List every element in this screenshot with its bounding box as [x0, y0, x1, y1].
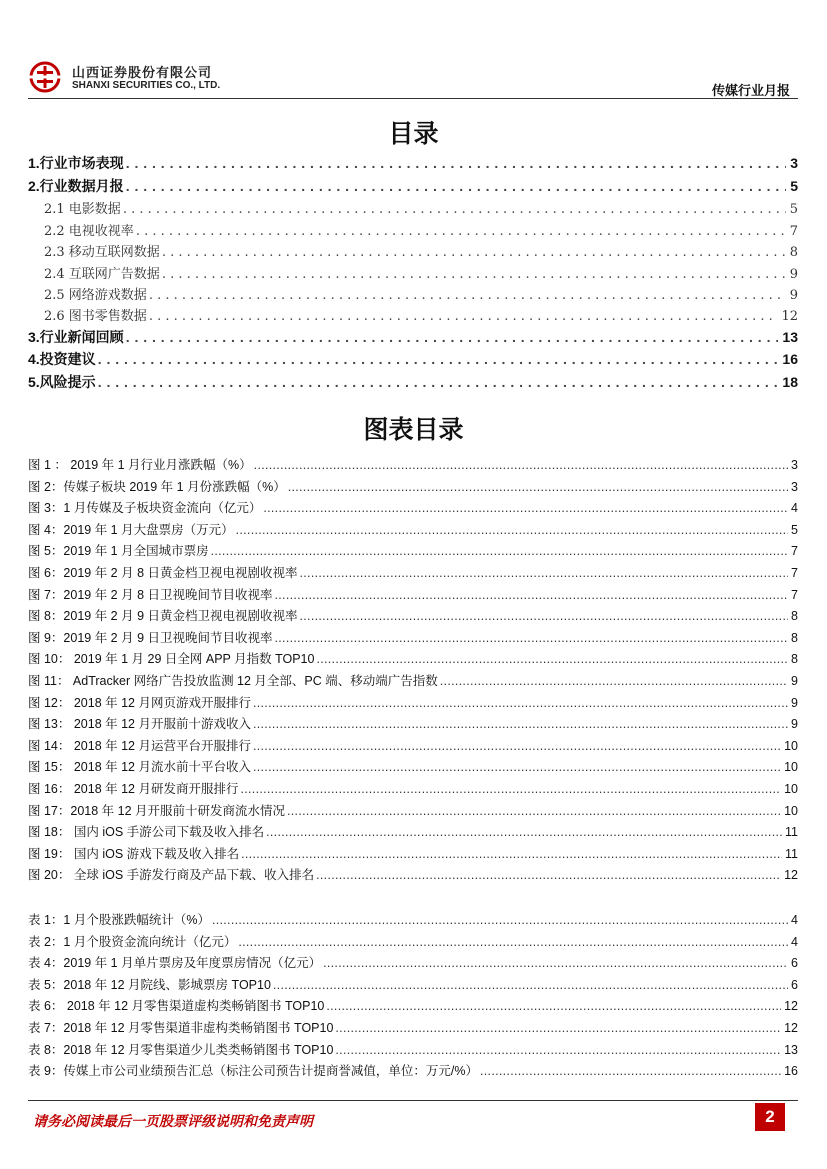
figure-entry-label: 图 14： 2018 年 12 月运营平台开服排行 — [28, 738, 251, 753]
table-entry-label: 表 6： 2018 年 12 月零售渠道虚构类畅销图书 TOP10 — [28, 999, 325, 1014]
leader-dots — [211, 544, 788, 558]
figure-entry-page: 3 — [791, 458, 798, 472]
figure-entry-label: 图 16： 2018 年 12 月研发商开服排行 — [28, 781, 239, 796]
footer-divider — [28, 1100, 798, 1101]
toc-entry[interactable] — [28, 153, 798, 176]
header-divider — [28, 98, 798, 99]
table-of-contents — [28, 153, 798, 395]
leader-dots — [240, 782, 781, 796]
figure-entry-label: 图 20： 全球 iOS 手游发行商及产品下载、收入排名 — [28, 868, 315, 883]
leader-dots — [275, 631, 789, 645]
figure-entry[interactable] — [28, 757, 798, 779]
figure-entry[interactable] — [28, 779, 798, 801]
leader-dots — [480, 1064, 781, 1078]
leader-dots — [98, 374, 779, 390]
leader-dots — [162, 267, 786, 282]
figure-entry-label: 图 11： AdTracker 网络广告投放监测 12 月全部、PC 端、移动端广告指数 — [28, 673, 438, 688]
toc-entry[interactable] — [28, 372, 798, 395]
toc-entry-label: 2.行业数据月报 — [28, 177, 124, 194]
toc-entry[interactable] — [28, 284, 798, 305]
table-entry-label: 表 8：2018 年 12 月零售渠道少儿类类畅销图书 TOP10 — [28, 1042, 334, 1057]
toc-entry-page: 16 — [782, 351, 798, 368]
toc-entry-label: 1.行业市场表现 — [28, 155, 124, 171]
leader-dots — [149, 288, 786, 303]
table-entry-page: 16 — [784, 1064, 798, 1079]
leader-dots — [300, 609, 789, 623]
table-entry-page: 6 — [791, 977, 798, 992]
toc-entry-label: 2.3 移动互联网数据 — [44, 245, 160, 261]
leader-dots — [288, 480, 788, 494]
leader-dots — [238, 935, 788, 949]
leader-dots — [253, 696, 788, 710]
company-name-en: SHANXI SECURITIES CO., LTD. — [72, 80, 221, 91]
figure-entry-page: 9 — [791, 717, 798, 732]
leader-dots — [275, 588, 789, 602]
table-entry-label: 表 4：2019 年 1 月单片票房及年度票房情况（亿元） — [28, 956, 322, 971]
toc-entry-page: 13 — [782, 328, 798, 345]
toc-entry[interactable] — [28, 305, 798, 326]
leader-dots — [440, 674, 788, 688]
leader-dots — [98, 351, 779, 367]
leader-dots — [266, 825, 782, 839]
figure-entry-label: 图 10： 2019 年 1 月 29 日全网 APP 月指数 TOP10 — [28, 652, 315, 667]
figure-entry-label: 图 9：2019 年 2 月 9 日卫视晚间节目收视率 — [28, 630, 273, 645]
leader-dots — [212, 913, 788, 927]
toc-entry-page: 8 — [789, 245, 798, 261]
leader-dots — [326, 999, 781, 1013]
leader-dots — [323, 956, 788, 970]
leader-dots — [241, 847, 782, 861]
figure-entry-page: 7 — [791, 544, 798, 559]
leader-dots — [335, 1043, 781, 1057]
figure-entry[interactable] — [28, 714, 798, 736]
table-entry-page: 6 — [791, 956, 798, 971]
toc-entry-page: 9 — [789, 266, 798, 282]
company-logo-icon — [28, 60, 66, 94]
toc-entry[interactable] — [28, 349, 798, 372]
figure-entry-label: 图 5：2019 年 1 月全国城市票房 — [28, 544, 209, 559]
table-entry-label: 表 7：2018 年 12 月零售渠道非虚构类畅销图书 TOP10 — [28, 1020, 334, 1035]
figure-entry[interactable] — [28, 585, 798, 607]
leader-dots — [253, 717, 788, 731]
toc-entry-label: 3.行业新闻回顾 — [28, 328, 124, 345]
figure-entry[interactable] — [28, 844, 798, 866]
table-entry-label: 表 5：2018 年 12 月院线、影城票房 TOP10 — [28, 977, 271, 992]
figure-entry-label: 图 15： 2018 年 12 月流水前十平台收入 — [28, 760, 251, 775]
toc-entry[interactable] — [28, 327, 798, 350]
report-type: 传媒行业月报 — [711, 83, 790, 98]
toc-entry-label: 2.5 网络游戏数据 — [44, 287, 147, 303]
figure-entry-page: 7 — [791, 587, 798, 602]
table-entry[interactable] — [28, 953, 798, 975]
table-entry-page: 4 — [791, 913, 798, 927]
table-list — [28, 910, 798, 1083]
figure-entry[interactable] — [28, 628, 798, 650]
leader-dots — [236, 523, 788, 537]
toc-entry[interactable] — [28, 263, 798, 284]
figure-entry-label: 图 2：传媒子板块 2019 年 1 月份涨跌幅（%） — [28, 479, 286, 494]
leader-dots — [253, 739, 781, 753]
figure-entry[interactable] — [28, 563, 798, 585]
figure-entry-page: 9 — [791, 673, 798, 688]
table-entry[interactable] — [28, 1061, 798, 1083]
leader-dots — [300, 566, 789, 580]
table-entry[interactable] — [28, 932, 798, 954]
toc-entry-page: 18 — [782, 374, 798, 391]
figure-entry-page: 12 — [784, 868, 798, 883]
leader-dots — [253, 760, 781, 774]
figure-entry[interactable] — [28, 693, 798, 715]
figure-entry-label: 图 18： 国内 iOS 手游公司下载及收入排名 — [28, 825, 265, 840]
toc-entry-page: 12 — [781, 309, 798, 325]
figure-entry-page: 10 — [784, 781, 798, 796]
toc-entry-page: 9 — [789, 287, 798, 303]
leader-dots — [273, 978, 788, 992]
figure-entry-page: 4 — [791, 501, 798, 516]
figure-list-title: 图表目录 — [363, 415, 464, 444]
toc-entry[interactable] — [28, 176, 798, 199]
toc-entry-page: 7 — [789, 223, 798, 239]
figure-entry-page: 8 — [791, 652, 798, 667]
figure-entry-label: 图 1 ： 2019 年 1 月行业月涨跌幅（%） — [28, 458, 252, 472]
figure-entry-page: 3 — [791, 479, 798, 494]
toc-entry-label: 5.风险提示 — [28, 374, 96, 391]
figure-entry[interactable] — [28, 520, 798, 542]
figure-entry-page: 5 — [791, 522, 798, 537]
leader-dots — [123, 202, 786, 217]
figure-entry-label: 图 8：2019 年 2 月 9 日黄金档卫视电视剧收视率 — [28, 609, 298, 624]
toc-entry-label: 2.4 互联网广告数据 — [44, 266, 160, 282]
figure-entry[interactable] — [28, 822, 798, 844]
table-entry[interactable] — [28, 975, 798, 997]
toc-entry-label: 2.2 电视收视率 — [44, 223, 134, 239]
toc-entry[interactable] — [28, 220, 798, 241]
figure-entry-label: 图 7：2019 年 2 月 8 日卫视晚间节目收视率 — [28, 587, 273, 602]
leader-dots — [263, 501, 788, 515]
figure-entry-label: 图 13： 2018 年 12 月开服前十游戏收入 — [28, 717, 251, 732]
figure-entry-page: 9 — [791, 695, 798, 710]
figure-entry-page: 10 — [784, 803, 798, 818]
leader-dots — [126, 178, 787, 194]
figure-entry-page: 7 — [791, 565, 798, 580]
toc-entry-label: 2.6 图书零售数据 — [44, 309, 147, 325]
table-entry[interactable] — [28, 996, 798, 1018]
figure-list — [28, 455, 798, 887]
leader-dots — [126, 155, 787, 171]
leader-dots — [136, 224, 786, 239]
figure-entry[interactable] — [28, 606, 798, 628]
leader-dots — [287, 804, 781, 818]
leader-dots — [254, 458, 788, 472]
figure-entry[interactable] — [28, 865, 798, 887]
leader-dots — [316, 868, 781, 882]
figure-entry-page: 11 — [785, 846, 798, 861]
figure-entry-label: 图 3：1 月传媒及子板块资金流向（亿元） — [28, 501, 262, 516]
toc-entry[interactable] — [28, 198, 798, 219]
table-entry-label: 表 2：1 月个股资金流向统计（亿元） — [28, 934, 237, 949]
figure-entry-page: 10 — [784, 738, 798, 753]
leader-dots — [126, 329, 779, 345]
figure-entry-label: 图 6：2019 年 2 月 8 日黄金档卫视电视剧收视率 — [28, 565, 298, 580]
leader-dots — [335, 1021, 781, 1035]
figure-entry-label: 图 12： 2018 年 12 月网页游戏开服排行 — [28, 695, 251, 710]
disclaimer-text: 请务必阅读最后一页股票评级说明和免责声明 — [33, 1114, 313, 1130]
figure-entry-label: 图 4：2019 年 1 月大盘票房（万元） — [28, 522, 234, 537]
leader-dots — [316, 652, 788, 666]
toc-entry-page: 5 — [789, 202, 798, 218]
figure-entry-label: 图 17：2018 年 12 月开服前十研发商流水情况 — [28, 803, 286, 818]
table-entry-label: 表 9：传媒上市公司业绩预告汇总（标注公司预告计提商誉减值，单位：万元/%） — [28, 1064, 479, 1079]
page-header — [28, 56, 798, 100]
page-number: 2 — [755, 1103, 785, 1131]
figure-entry[interactable] — [28, 801, 798, 823]
table-entry[interactable] — [28, 1040, 798, 1062]
figure-entry[interactable] — [28, 455, 798, 477]
figure-entry-page: 8 — [791, 609, 798, 624]
figure-entry-page: 11 — [785, 825, 798, 840]
figure-entry[interactable] — [28, 498, 798, 520]
figure-entry[interactable] — [28, 649, 798, 671]
toc-entry-page: 5 — [790, 177, 798, 194]
table-entry-label: 表 1：1 月个股涨跌幅统计（%） — [28, 913, 210, 927]
figure-entry[interactable] — [28, 541, 798, 563]
figure-entry-page: 8 — [791, 630, 798, 645]
table-entry-page: 13 — [784, 1042, 798, 1057]
figure-entry-label: 图 19： 国内 iOS 游戏下载及收入排名 — [28, 846, 240, 861]
figure-entry[interactable] — [28, 477, 798, 499]
leader-dots — [149, 309, 778, 324]
figure-entry[interactable] — [28, 736, 798, 758]
figure-entry[interactable] — [28, 671, 798, 693]
figure-entry-page: 10 — [784, 760, 798, 775]
company-name-cn: 山西证券股份有限公司 — [72, 65, 213, 80]
table-entry-page: 12 — [784, 999, 798, 1014]
toc-entry[interactable] — [28, 241, 798, 262]
toc-entry-label: 4.投资建议 — [28, 351, 96, 368]
table-entry-page: 4 — [791, 934, 798, 949]
leader-dots — [162, 245, 786, 260]
toc-entry-label: 2.1 电影数据 — [44, 202, 121, 218]
toc-entry-page: 3 — [790, 155, 798, 171]
toc-title: 目录 — [388, 119, 439, 148]
table-entry[interactable] — [28, 1018, 798, 1040]
table-entry[interactable] — [28, 910, 798, 932]
table-entry-page: 12 — [784, 1020, 798, 1035]
